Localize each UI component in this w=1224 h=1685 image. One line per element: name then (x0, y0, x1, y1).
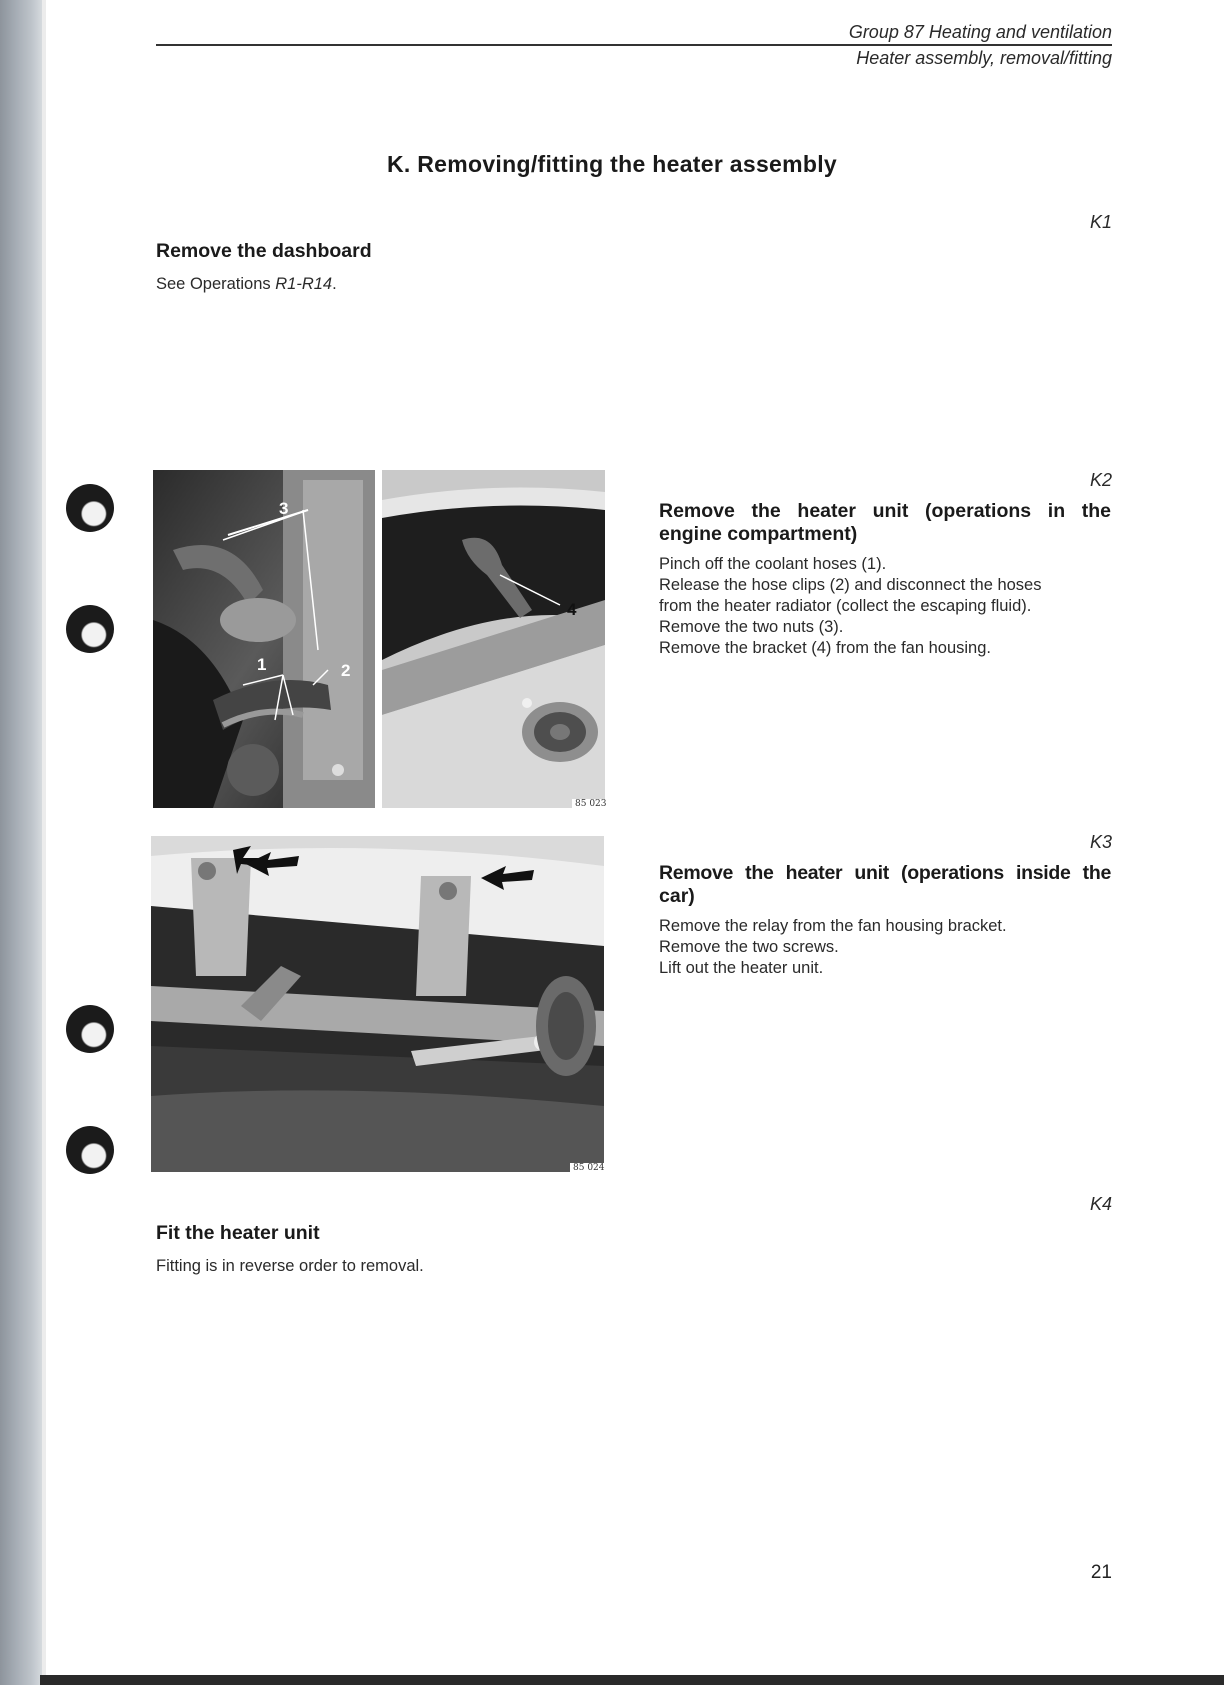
instruction-line: from the heater radiator (collect the escaping fluid). (659, 597, 1032, 615)
body-text: . (332, 275, 337, 293)
step-body-k4 (156, 1256, 424, 1277)
step-ref-k3: K3 (1089, 832, 1112, 852)
figure-number: 85 024 (570, 1163, 608, 1173)
step-ref-k2: K2 (1089, 470, 1112, 490)
heading-line: Remove the heater unit (operations inside the (659, 862, 1111, 884)
callout-4: 4 (567, 600, 577, 619)
page-bottom-edge (40, 1675, 1224, 1685)
punch-hole (66, 1126, 114, 1174)
instruction-line: Remove the two screws. (659, 938, 839, 956)
step-body-k2 (659, 554, 1041, 659)
step-body-k1 (156, 274, 337, 295)
step-ref-k4: K4 (1089, 1194, 1112, 1214)
instruction-line: Remove the two nuts (3). (659, 618, 844, 636)
heading-line: car) (659, 885, 695, 907)
instruction-line: Fitting is in reverse order to removal. (156, 1257, 424, 1275)
step-body-k3 (659, 916, 1007, 979)
instruction-line: Release the hose clips (2) and disconnect the hoses (659, 576, 1042, 594)
instruction-line: Pinch off the coolant hoses (1). (659, 555, 887, 573)
punch-hole (66, 484, 114, 532)
callout-3: 3 (279, 499, 289, 518)
body-text: See Operations (156, 275, 276, 293)
callout-2: 2 (341, 661, 351, 680)
step-heading-k3 (659, 862, 1111, 908)
photo-heater-unit-inside-car (151, 836, 604, 1172)
heading-line: engine compartment) (659, 523, 858, 545)
step-ref-k1: K1 (1089, 212, 1112, 232)
header-group: Group 87 Heating and ventilation (848, 22, 1112, 42)
callout-1: 1 (257, 655, 267, 674)
step-heading-k2 (659, 500, 1111, 546)
punch-hole (66, 605, 114, 653)
section-title: K. Removing/fitting the heater assembly (386, 151, 838, 177)
binding-edge (0, 0, 46, 1685)
header-rule (156, 44, 1112, 46)
page-number: 21 (1090, 1562, 1112, 1583)
header-subtitle: Heater assembly, removal/fitting (856, 48, 1112, 68)
punch-hole (66, 1005, 114, 1053)
step-heading-k1: Remove the dashboard (156, 240, 372, 262)
instruction-line: Remove the relay from the fan housing bracket. (659, 917, 1007, 935)
operations-reference: R1-R14 (275, 275, 333, 293)
instruction-line: Lift out the heater unit. (659, 959, 824, 977)
instruction-line: Remove the bracket (4) from the fan housing. (659, 639, 991, 657)
figure-number: 85 023 (572, 799, 610, 809)
step-heading-k4: Fit the heater unit (156, 1222, 320, 1244)
photo-fan-housing-bracket (382, 470, 605, 808)
photo-engine-compartment-hoses (153, 470, 375, 808)
heading-line: Remove the heater unit (operations in the (659, 500, 1111, 522)
